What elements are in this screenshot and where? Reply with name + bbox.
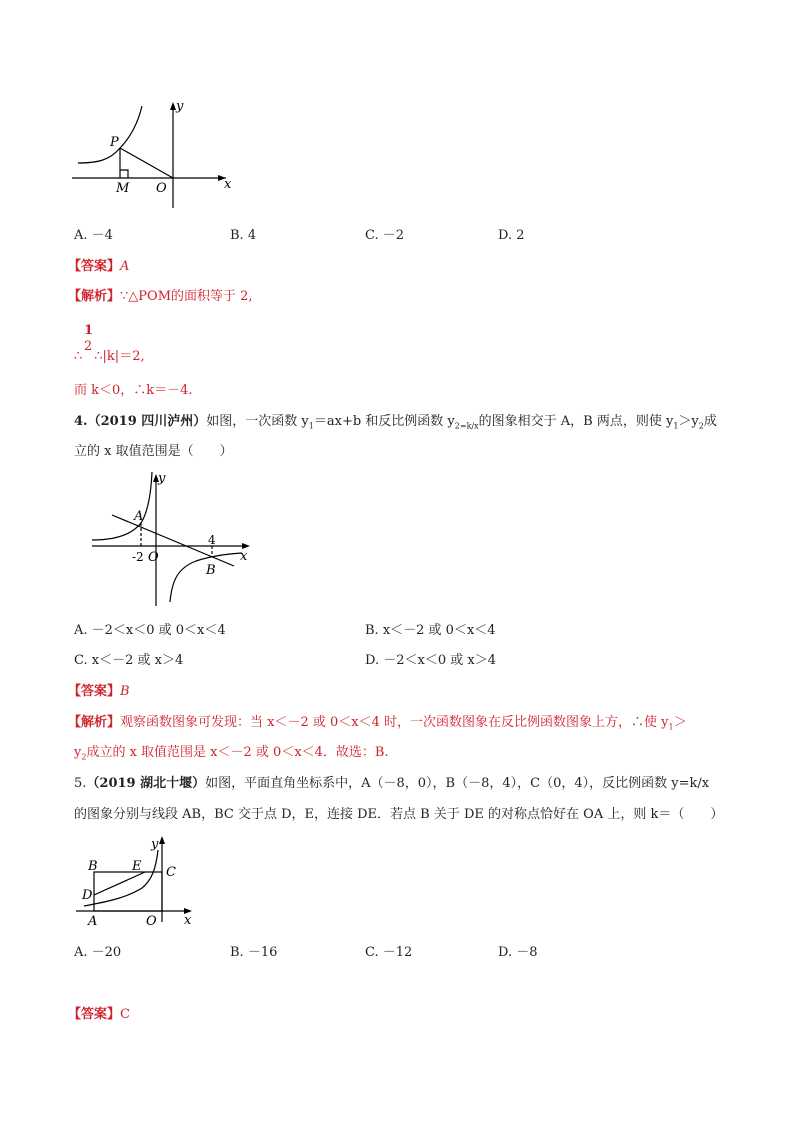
q5-label-b: B	[88, 859, 98, 874]
q3-label-y: y	[176, 99, 184, 114]
q3-analysis-line2-text: ∴|k|＝2,	[94, 349, 145, 364]
q5-stem-line2: 的图象分别与线段 AB，BC 交于点 D，E，连接 DE．若点 B 关于 DE 的对称点恰好在 OA 上，则 k＝（ ）	[74, 807, 724, 822]
q3-label-x: x	[224, 177, 232, 192]
q5-label-y: y	[151, 837, 159, 852]
q5-option-d: D. －8	[498, 945, 538, 960]
q5-answer	[68, 1005, 130, 1025]
q4-analysis-text1: 观察函数图象可发现：当 x＜－2 或 0＜x＜4 时，一次函数图象在反比例函数图象上方，∴使 y	[120, 715, 669, 730]
q4-stem-p3: 的图象相交于 A，B 两点，则使 y	[478, 414, 674, 429]
q4-stem-sub4: 2	[698, 421, 704, 431]
q5-figure	[76, 832, 206, 930]
q4-stem-sub1: 1	[308, 421, 314, 431]
q3-analysis-line1: ∵△POM的面积等于 2,	[120, 289, 253, 304]
q4-figure	[86, 468, 256, 608]
q4-answer-tag: 【答案】	[68, 684, 121, 699]
q5-label-o: O	[146, 914, 157, 929]
q4-label-y: y	[158, 471, 166, 486]
q3-figure	[68, 98, 238, 213]
q4-stem-sub3: 1	[673, 421, 679, 431]
q3-analysis-line2: ∴ ∴|k|＝2,	[74, 349, 145, 364]
q4-analysis-y2: y	[74, 745, 82, 760]
q4-analysis-tag: 【解析】	[68, 715, 121, 730]
q4-option-a: A. －2＜x＜0 或 0＜x＜4	[74, 623, 226, 638]
q3-option-d: D. 2	[498, 228, 525, 243]
q5-option-b: B. －16	[230, 945, 278, 960]
q5-label-c: C	[166, 865, 176, 880]
q4-stem-sub2: 2=k/x	[454, 421, 479, 431]
q4-source: （2019 四川泸州）	[87, 414, 207, 429]
q4-stem-p5: 成	[703, 414, 717, 429]
q3-answer	[68, 257, 129, 277]
q5-rectangle	[94, 872, 162, 911]
q4-analysis-sub2: 2	[81, 752, 87, 762]
q3-answer-tag: 【答案】	[68, 259, 121, 274]
q4-analysis-sub1: 1	[668, 722, 674, 732]
q5-answer-tag: 【答案】	[68, 1007, 121, 1022]
q4-hyperbola-left	[92, 472, 152, 540]
q5-label-e: E	[132, 859, 142, 874]
q3-analysis	[68, 287, 253, 307]
q4-stem-line2: 立的 x 取值范围是（ ）	[74, 444, 233, 459]
q3-label-m: M	[116, 181, 130, 196]
q4-label-4: 4	[208, 533, 216, 547]
q4-label-neg2: -2	[132, 550, 144, 564]
q4-option-d: D. －2＜x＜0 或 x＞4	[365, 653, 496, 668]
q3-frac-num: 1	[84, 323, 94, 338]
q5-answer-value: C	[120, 1007, 130, 1022]
q5-label-a: A	[88, 914, 98, 929]
q5-option-a: A. －20	[74, 945, 122, 960]
q4-label-a: A	[134, 509, 144, 524]
q4-label-x: x	[240, 549, 248, 564]
q5-stem-text1: 如图，平面直角坐标系中，A（－8，0），B（－8，4），C（0，4），反比例函数 y=k/x	[205, 776, 710, 791]
q4-label-o: O	[148, 550, 159, 565]
q3-option-b: B. 4	[230, 228, 257, 243]
q5-source: （2019 湖北十堰）	[86, 776, 206, 791]
q3-option-a: A. －4	[74, 228, 113, 243]
q3-analysis-tag: 【解析】	[68, 289, 121, 304]
q5-segment-de	[94, 872, 145, 895]
q4-analysis-line2	[74, 743, 389, 768]
q4-analysis-line1	[68, 713, 687, 738]
q4-label-b: B	[206, 563, 216, 578]
q4-stem-p4: ＞y	[678, 414, 699, 429]
q4-stem-p2: ＝ax+b 和反比例函数 y	[313, 414, 455, 429]
q4-analysis-text2: 成立的 x 取值范围是 x＜－2 或 0＜x＜4．故选：B.	[86, 745, 389, 760]
q4-answer	[68, 682, 130, 702]
q4-stem-p1: 如图，一次函数 y	[206, 414, 309, 429]
q3-answer-value: A	[120, 259, 130, 274]
q4-line	[112, 515, 234, 566]
q5-number: 5.	[74, 776, 87, 791]
q5-label-d: D	[82, 888, 93, 903]
q4-option-b: B. x＜－2 或 0＜x＜4	[365, 623, 496, 638]
q3-analysis-line3: 而 k＜0，∴k＝－4.	[74, 383, 193, 398]
q3-option-c: C. －2	[365, 228, 405, 243]
q5-option-c: C. －12	[365, 945, 413, 960]
q4-option-c: C. x＜－2 或 x＞4	[74, 653, 184, 668]
q4-number: 4.	[74, 414, 88, 429]
q4-stem-line1	[74, 412, 717, 437]
q5-stem-line1	[74, 774, 709, 794]
q3-label-o: O	[156, 181, 167, 196]
q5-label-x: x	[184, 913, 192, 928]
q3-frac-den: 2	[84, 339, 93, 354]
q3-label-p: P	[110, 135, 119, 150]
q4-analysis-gt: ＞	[673, 715, 687, 730]
q3-right-angle	[120, 170, 128, 178]
q4-answer-value: B	[120, 684, 130, 699]
